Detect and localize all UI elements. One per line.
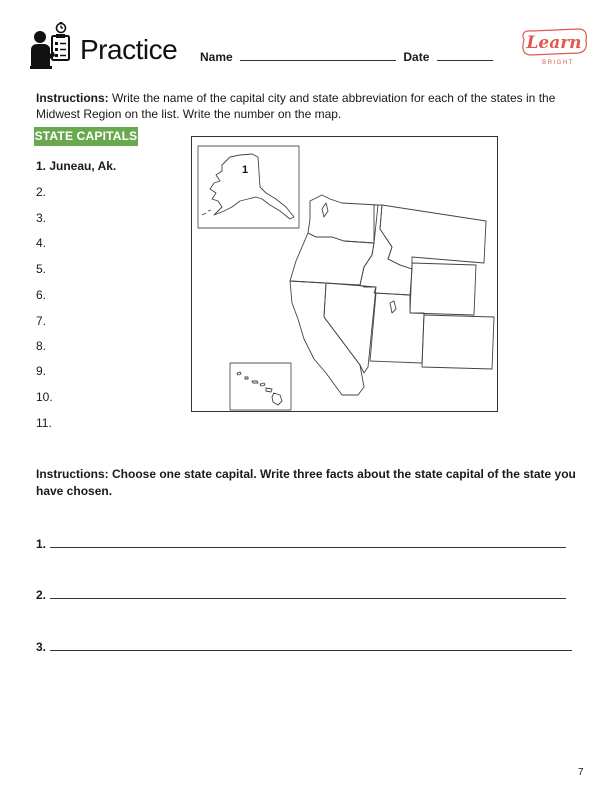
student-with-checklist-icon <box>30 22 74 70</box>
map-drawing <box>192 137 497 411</box>
fact-line-3 <box>36 640 572 654</box>
instructions-1-lead: Instructions: <box>36 91 109 105</box>
name-label: Name <box>200 50 233 64</box>
page-title: Practice <box>80 34 178 65</box>
fact-answer-line[interactable] <box>50 640 572 651</box>
fact-number: 3. <box>36 640 47 654</box>
colorado-state <box>422 315 494 369</box>
fact-number: 2. <box>36 588 47 602</box>
western-states-map <box>191 136 498 412</box>
idaho-state <box>360 205 412 295</box>
utah-state <box>370 293 424 363</box>
puget-sound <box>322 203 328 217</box>
learn-bright-logo <box>518 26 590 68</box>
date-label: Date <box>403 50 430 64</box>
name-date-line <box>200 50 493 64</box>
list-item[interactable]: 5. <box>36 262 47 276</box>
logo-tagline: BRIGHT <box>542 60 574 66</box>
list-item[interactable]: 7. <box>36 314 47 328</box>
california-state <box>290 281 364 395</box>
alaska-inset-frame <box>198 146 299 228</box>
list-item[interactable]: 11. <box>36 416 52 430</box>
fact-line-1 <box>36 537 566 551</box>
washington-state <box>308 195 378 243</box>
fact-answer-line[interactable] <box>50 537 566 548</box>
logo-wordmark: Learn <box>526 33 582 53</box>
hawaii-inset-frame <box>230 363 291 410</box>
fact-number: 1. <box>36 537 47 551</box>
list-item: 1. Juneau, Ak. <box>36 159 117 173</box>
list-item[interactable]: 2. <box>36 185 47 199</box>
page-number: 7 <box>578 767 584 778</box>
fact-line-2 <box>36 588 566 602</box>
list-item[interactable]: 9. <box>36 364 47 378</box>
name-input-line[interactable] <box>240 50 396 61</box>
instructions-2: Instructions: Choose one state capital. Write three facts about the state capital of the state you have chosen. <box>36 467 576 498</box>
list-item[interactable]: 10. <box>36 390 53 404</box>
fact-answer-line[interactable] <box>50 588 566 599</box>
instructions-1-text: Write the name of the capital city and state abbreviation for each of the states in the Midwest Region on the list. Write the number on the map. <box>36 91 556 121</box>
list-item[interactable]: 8. <box>36 339 47 353</box>
list-item[interactable]: 6. <box>36 288 47 302</box>
list-item[interactable]: 4. <box>36 236 47 250</box>
alaska-number-label: 1 <box>242 164 249 176</box>
list-item[interactable]: 3. <box>36 211 47 225</box>
date-input-line[interactable] <box>437 50 493 61</box>
state-capitals-banner: STATE CAPITALS <box>34 127 138 146</box>
wyoming-state <box>410 263 476 315</box>
montana-state <box>380 205 486 269</box>
nevada-state <box>324 283 376 373</box>
instructions-1 <box>36 90 576 122</box>
great-salt-lake <box>390 301 396 313</box>
